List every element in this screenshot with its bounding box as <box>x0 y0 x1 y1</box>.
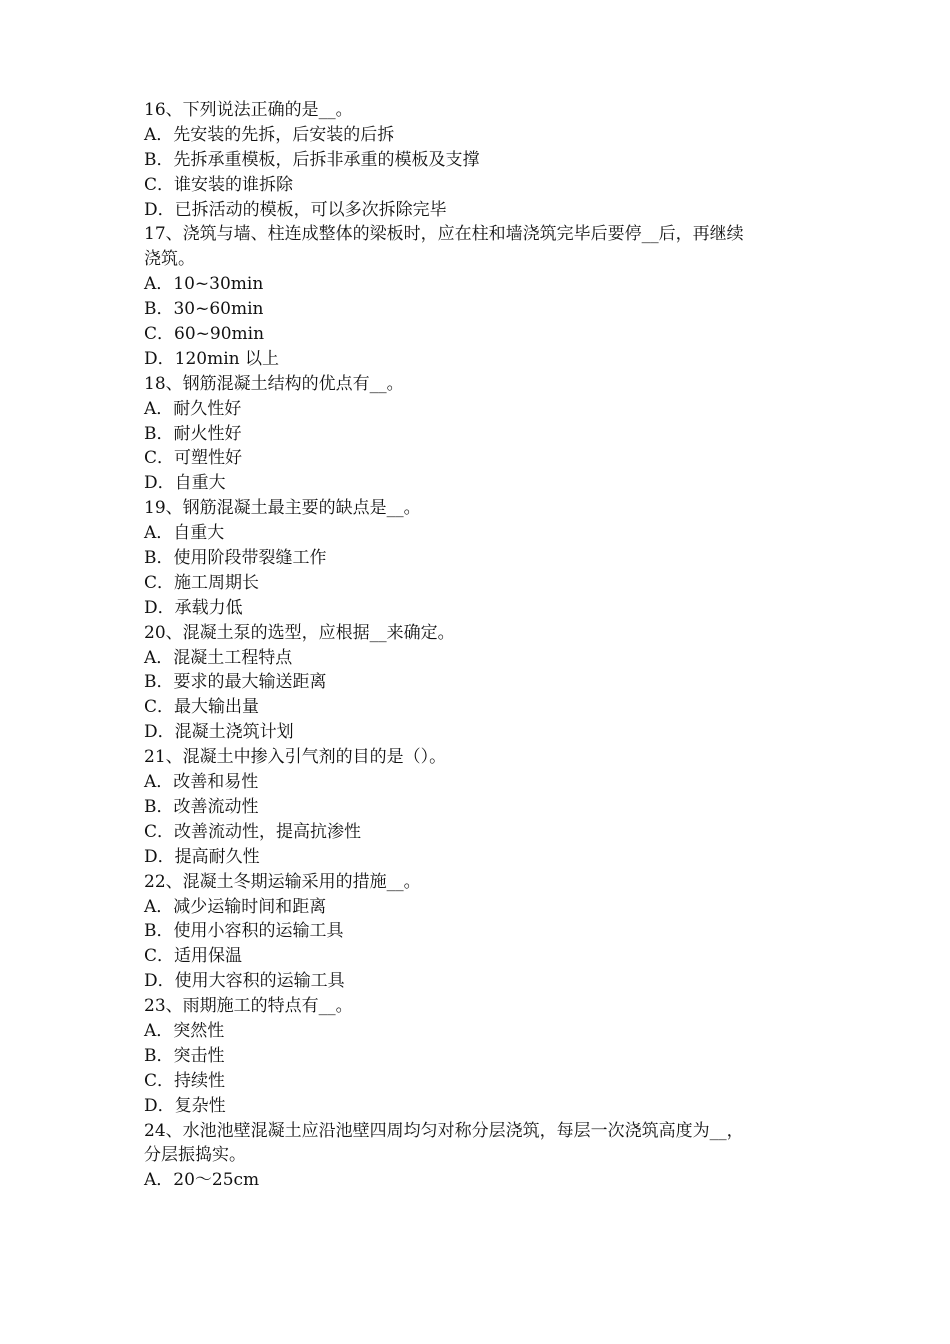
option-item: C．施工周期长 <box>144 572 260 593</box>
question-text: 19、钢筋混凝土最主要的缺点是__。 <box>144 498 421 519</box>
option-item: D．使用大容积的运输工具 <box>144 971 345 992</box>
option-item: B．30~60min <box>144 299 264 320</box>
option-item: D．混凝土浇筑计划 <box>144 722 294 743</box>
question-block <box>144 222 824 371</box>
option-item: D．复杂性 <box>144 1095 226 1116</box>
question-text: 分层振捣实。 <box>144 1145 246 1166</box>
option-item: C．可塑性好 <box>144 448 243 469</box>
option-item: A．混凝土工程特点 <box>144 647 293 668</box>
option-item: C．持续性 <box>144 1070 226 1091</box>
option-list <box>144 895 824 995</box>
question-block <box>144 372 824 496</box>
option-list <box>144 1168 824 1193</box>
option-item: C．改善流动性，提高抗渗性 <box>144 821 362 842</box>
option-item: C．最大输出量 <box>144 697 260 718</box>
question-block <box>144 496 824 620</box>
option-item: B．使用阶段带裂缝工作 <box>144 548 327 569</box>
option-item: C．60~90min <box>144 324 265 345</box>
option-item: A．自重大 <box>144 523 225 544</box>
question-block <box>144 745 824 869</box>
option-item: D．提高耐久性 <box>144 846 260 867</box>
option-item: C．适用保温 <box>144 946 243 967</box>
option-item: D．自重大 <box>144 473 226 494</box>
option-item: B．改善流动性 <box>144 796 259 817</box>
question-text: 16、下列说法正确的是__。 <box>144 100 353 120</box>
option-item: B．先拆承重模板，后拆非承重的模板及支撑 <box>144 149 480 170</box>
option-list <box>144 397 824 497</box>
option-list <box>144 646 824 746</box>
option-item: B．突击性 <box>144 1045 225 1066</box>
option-item: B．要求的最大输送距离 <box>144 672 327 693</box>
question-block <box>144 870 824 994</box>
option-item: A．改善和易性 <box>144 772 259 793</box>
question-block <box>144 994 824 1118</box>
option-list <box>144 521 824 621</box>
question-text: 22、混凝土冬期运输采用的措施__。 <box>144 871 421 892</box>
option-item: B．耐火性好 <box>144 423 242 444</box>
option-item: A．10~30min <box>144 274 264 295</box>
option-item: C．谁安装的谁拆除 <box>144 174 294 195</box>
question-text: 23、雨期施工的特点有__。 <box>144 996 353 1017</box>
question-text: 17、浇筑与墙、柱连成整体的梁板时，应在柱和墙浇筑完毕后要停__后，再继续 <box>144 224 744 245</box>
option-item: D．120min 以上 <box>144 348 279 369</box>
question-text: 20、混凝土泵的选型，应根据__来确定。 <box>144 622 455 643</box>
option-list <box>144 770 824 870</box>
option-item: A．先安装的先拆，后安装的后拆 <box>144 124 395 145</box>
option-item: D．承载力低 <box>144 597 243 618</box>
question-text: 24、水池池壁混凝土应沿池壁四周均匀对称分层浇筑，每层一次浇筑高度为__， <box>144 1120 744 1141</box>
option-item: A．减少运输时间和距离 <box>144 896 327 917</box>
question-block <box>144 1119 824 1194</box>
option-list <box>144 123 824 223</box>
option-item: B．使用小容积的运输工具 <box>144 921 344 942</box>
question-block <box>144 98 824 222</box>
option-list <box>144 1019 824 1119</box>
option-item: A．突然性 <box>144 1020 225 1041</box>
option-list <box>144 272 824 372</box>
question-text: 21、混凝土中掺入引气剂的目的是（）。 <box>144 747 447 768</box>
document-page <box>144 98 824 1193</box>
option-item: D．已拆活动的模板，可以多次拆除完毕 <box>144 199 447 220</box>
question-block <box>144 621 824 745</box>
question-text: 浇筑。 <box>144 249 195 270</box>
question-text: 18、钢筋混凝土结构的优点有__。 <box>144 373 404 394</box>
option-item: A．20～25cm <box>144 1170 260 1191</box>
option-item: A．耐久性好 <box>144 398 242 419</box>
